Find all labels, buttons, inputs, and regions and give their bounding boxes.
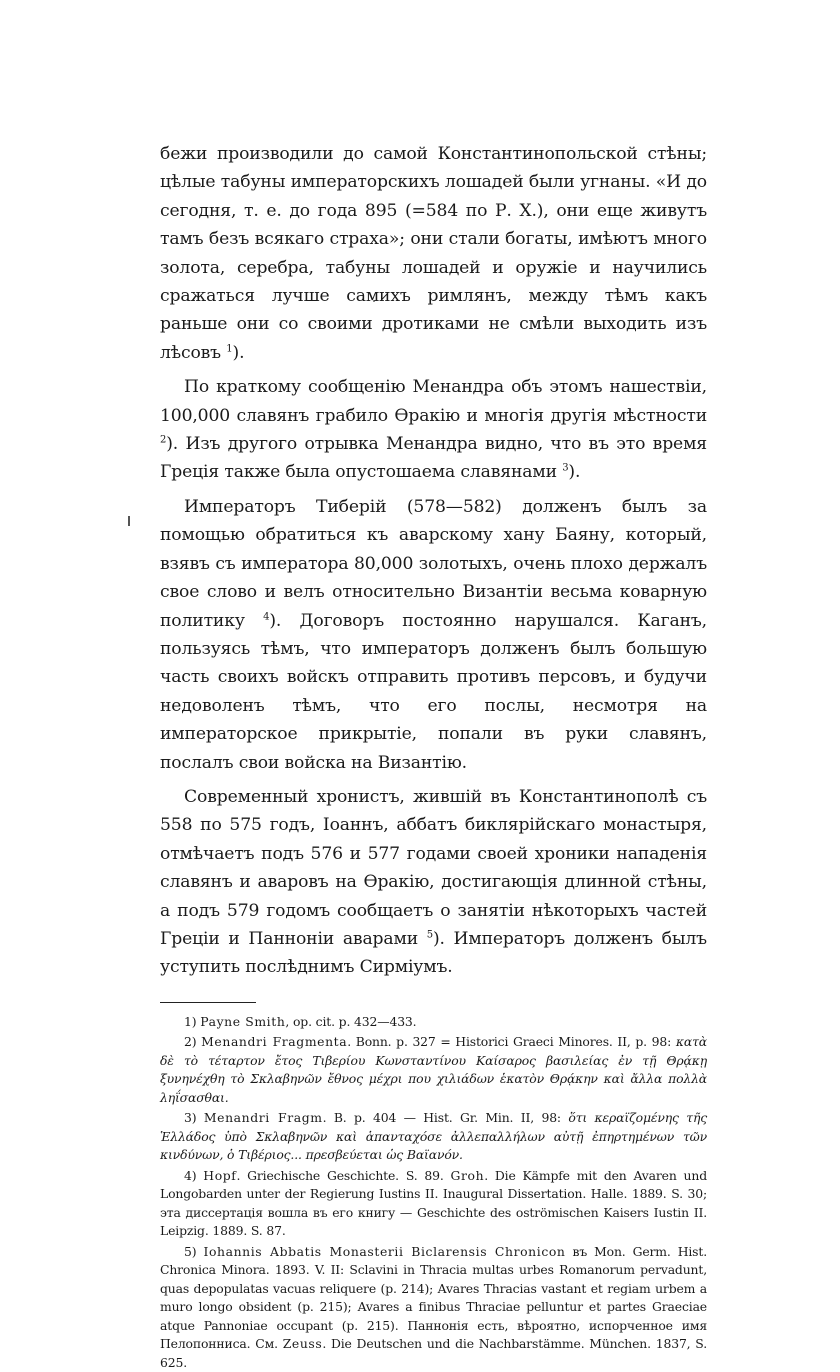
- book-page: [160, 140, 707, 1372]
- footnotes: [160, 1013, 707, 1372]
- footnote-ref-1[interactable]: 1: [226, 343, 233, 355]
- footnote-ref-3[interactable]: 3: [562, 462, 569, 474]
- footnote-ref-4[interactable]: 4: [263, 610, 270, 622]
- footnote-2: 2) Menandri Fragmenta. Bonn. p. 327 = Historici Graeci Minores. II, p. 98: κατὰ δὲ τὸ τέταρτον ἔτος Τιβερίου Κωνσταντίνου Καίσαρος βασιλείας ἐν τῇ Θρᾴκῃ ξυνηνέχθη τὸ Σκλαβηνῶν ἔθνος μέχρι που χιλιάδων ἑκατὸν Θρᾴκην καὶ ἄλλα πολλὰ ληΐσασθαι.: [160, 1034, 707, 1105]
- footnote-4: 4) Hopf. Griechische Geschichte. S. 89. Groh. Die Kämpfe mit den Avaren und Longobarden unter der Regierung Iustins II. Inaugural Dissertation. Halle. 1889. S. 30; эта диссертація вошла въ его книгу — Geschichte des oströmischen Kaisers Iustin II. Leipzig. 1889. S. 87.: [160, 1167, 707, 1239]
- paragraph-3: Императоръ Тиберій (578—582) долженъ былъ за помощью обратиться къ аварскому хану Баяну, который, взявъ съ императора 80,000 золотыхъ, очень плохо держалъ свое слово и велъ относительно Византіи весьма коварную политику $^4$). Договоръ постоянно нарушался. Каганъ, пользуясь тѣмъ, что императоръ долженъ былъ большую часть своихъ войскъ отправить противъ персовъ, и будучи недоволенъ тѣмъ, что его послы, несмотря на императорское прикрытіе, попали въ руки славянъ, послалъ свои войска на Византію.: [160, 496, 707, 773]
- footnote-5: 5) Iohannis Abbatis Monasterii Biclarensis Chronicon въ Mon. Germ. Hist. Chronica Minora. 1893. V. II: Sclavini in Thracia multas urbes Romanorum pervadunt, quas depopulatas vacuas reliquere (p. 214); Avares Thracias vastant et regiam urbem a muro longo obsident (p. 215); Avares a finibus Thraciae pelluntur et partes Graeciae atque Pannoniae occupant (p. 215). Паннонія есть, вѣроятно, испорченное имя Пелопонниса. См. Zeuss. Die Deutschen und die Nachbarstämme. München. 1837, S. 625.: [160, 1243, 707, 1370]
- main-text: [160, 140, 707, 982]
- margin-mark: [128, 516, 130, 526]
- footnote-ref-2[interactable]: 2: [160, 434, 167, 446]
- paragraph-4: Современный хронистъ, жившій въ Константинополѣ съ 558 по 575 годъ, Іоаннъ, аббатъ биклярійскаго монастыря, отмѣчаетъ подъ 576 и 577 годами своей хроники нападенія славянъ и аваровъ на Ѳракію, достигающія длинной стѣны, а подъ 579 годомъ сообщаетъ о занятіи нѣкоторыхъ частей Греціи и Панноніи аварами $^5$). Императоръ долженъ былъ уступить послѣднимъ Сирміумъ.: [160, 786, 707, 978]
- paragraph-1: бежи производили до самой Константинопольской стѣны; цѣлые табуны императорскихъ лошадей были угнаны. «И до сегодня, т. е. до года 895 (=584 по Р. Х.), они еще живутъ тамъ безъ всякаго страха»; они стали богаты, имѣютъ много золота, серебра, табуны лошадей и оружіе и научились сражаться лучше самихъ римлянъ, между тѣмъ какъ раньше они со своими дротиками не смѣли выходить изъ лѣсовъ $^1$).: [160, 144, 707, 363]
- footnote-ref-5[interactable]: 5: [426, 929, 433, 941]
- footnote-3: 3) Menandri Fragm. B. p. 404 — Hist. Gr. Min. II, 98: ὅτι κεραϊζομένης τῆς Ἑλλάδος ὑπὸ Σκλαβηνῶν καὶ ἁπανταχόσε ἀλλεπαλλήλων αὐτῇ ἐπηρτημένων τῶν κινδύνων, ὁ Τιβέριος... πρεσβεύεται ὡς Βαϊανόν.: [160, 1110, 708, 1163]
- paragraph-2: По краткому сообщенію Менандра объ этомъ нашествіи, 100,000 славянъ грабило Ѳракію и многія другія мѣстности $^2$). Изъ другого отрывка Менандра видно, что въ это время Греція также была опустошаема славянами $^3$).: [160, 377, 707, 483]
- footnote-rule: [160, 1002, 256, 1003]
- footnote-1: 1) Payne Smith, op. cit. p. 432—433.: [184, 1013, 417, 1029]
